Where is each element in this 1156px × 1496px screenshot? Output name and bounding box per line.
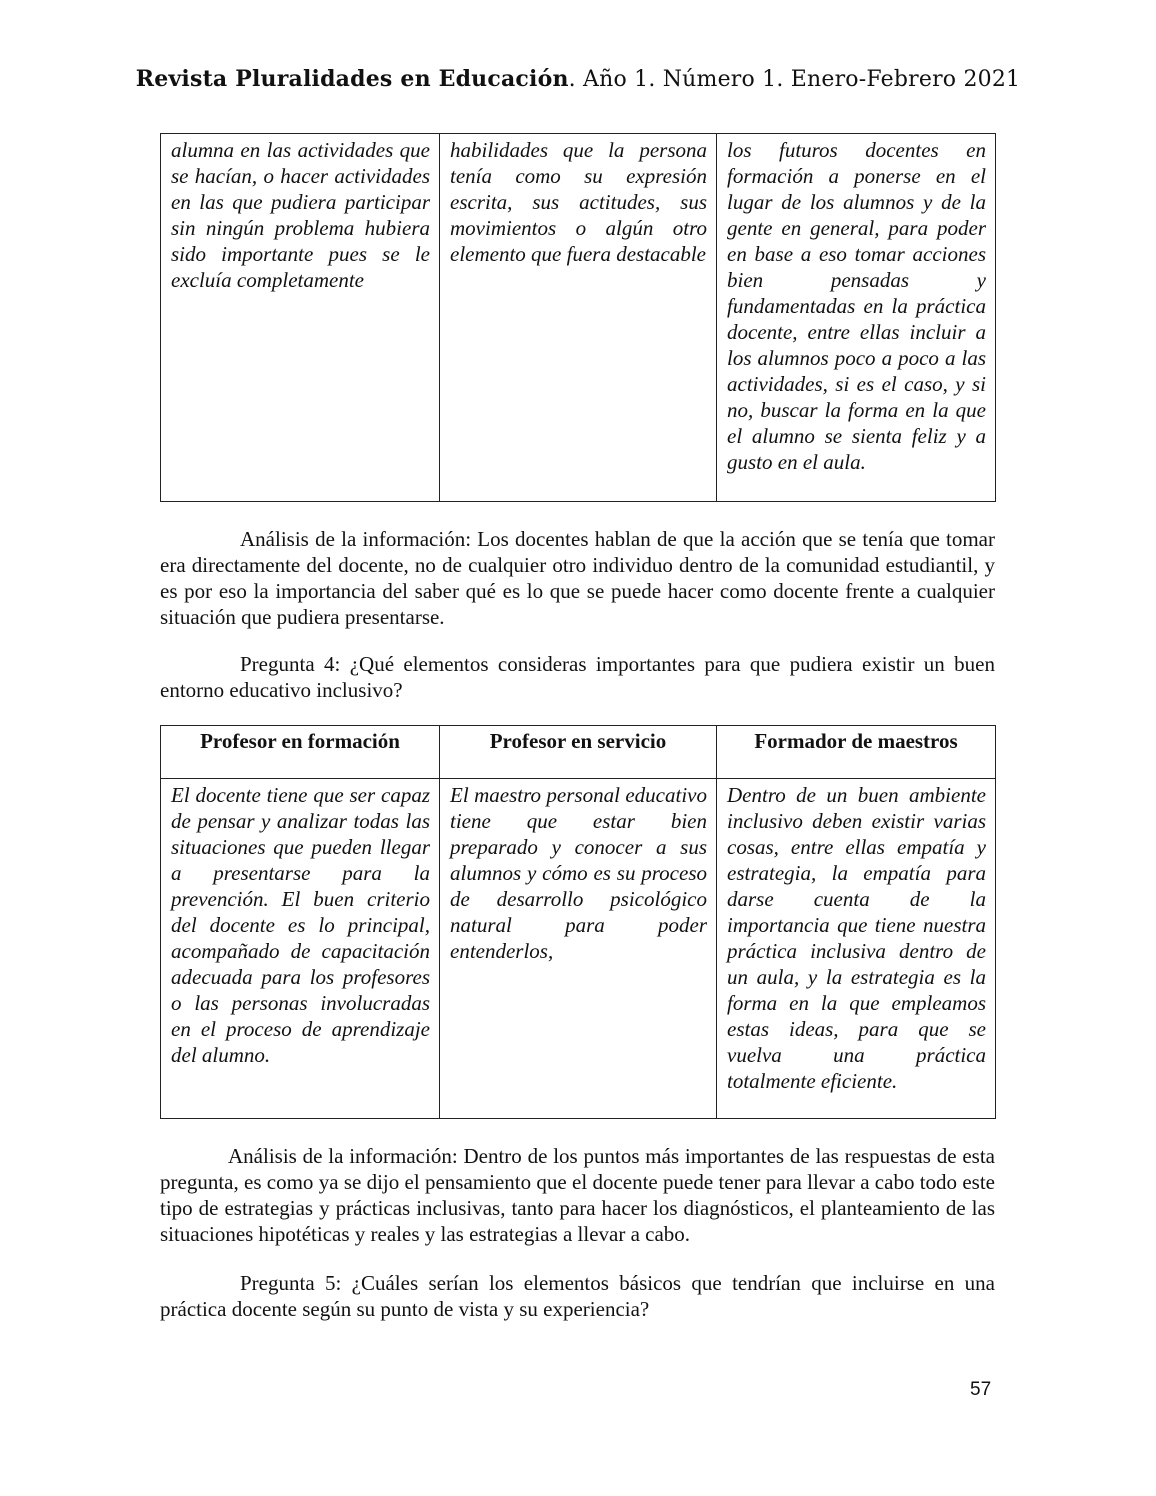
table-cell-teacher-in-training: alumna en las actividades que se hacían, o hacer actividades en las que pudiera participar sin ningún problema hubiera sido importante pues se le excluía completamente xyxy=(161,134,440,502)
analysis-paragraph-2: Análisis de la información: Dentro de los puntos más importantes de las respuestas de esta pregunta, es como ya se dijo el pensamiento que el docente puede tener para llevar a cabo todo este tipo de estrategias y prácticas inclusivas, tanto para hacer los diagnósticos, el planteamiento de las situaciones hipotéticas y reales y las estrategias a llevar a cabo. xyxy=(160,1144,995,1246)
table-row xyxy=(161,134,996,502)
table-cell-teacher-in-service: habilidades que la persona tenía como su expresión escrita, sus actitudes, sus movimientos o algún otro elemento que fuera destacable xyxy=(440,134,717,502)
analysis-paragraph-1: Análisis de la información: Los docentes hablan de que la acción que se tenía que tomar era directamente del docente, no de cualquier otro individuo dentro de la comunidad estudiantil, y es por eso la importancia del saber qué es lo que se puede hacer como docente frente a cualquier situación que pudiera presentarse. xyxy=(160,527,995,629)
table-cell-teacher-trainer: Dentro de un buen ambiente inclusivo deben existir varias cosas, entre ellas empatía y estrategia, la empatía para darse cuenta de la importancia que tiene nuestra práctica inclusiva dentro de un aula, y la estrategia es la forma en la que empleamos estas ideas, para que se vuelva una práctica totalmente eficiente. xyxy=(717,779,996,1119)
journal-title: Revista Pluralidades en Educación xyxy=(135,66,569,92)
continued-responses-table xyxy=(160,133,996,502)
question-4-paragraph: Pregunta 4: ¿Qué elementos consideras importantes para que pudiera existir un buen entorno educativo inclusivo? xyxy=(160,652,995,702)
table-cell-teacher-in-training: El docente tiene que ser capaz de pensar y analizar todas las situaciones que pueden llegar a presentarse para la prevención. El buen criterio del docente es lo principal, acompañado de capacitación adecuada para los profesores o las personas involucradas en el proceso de aprendizaje del alumno. xyxy=(161,779,440,1119)
table-cell-teacher-in-service: El maestro personal educativo tiene que estar bien preparado y conocer a sus alumnos y cómo es su proceso de desarrollo psicológico natural para poder entenderlos, xyxy=(440,779,717,1119)
column-header-teacher-trainer: Formador de maestros xyxy=(717,726,996,779)
page-number: 57 xyxy=(970,1379,992,1400)
table-header-row xyxy=(161,726,996,779)
question-5-paragraph: Pregunta 5: ¿Cuáles serían los elementos básicos que tendrían que incluirse en una práctica docente según su punto de vista y su experiencia? xyxy=(160,1271,995,1321)
table-cell-teacher-trainer: los futuros docentes en formación a ponerse en el lugar de los alumnos y de la gente en general, para poder en base a eso tomar acciones bien pensadas y fundamentadas en la práctica docente, entre ellas incluir a los alumnos poco a poco a las actividades, si es el caso, y si no, buscar la forma en la que el alumno se sienta feliz y a gusto en el aula. xyxy=(717,134,996,502)
column-header-teacher-in-training: Profesor en formación xyxy=(161,726,440,779)
table-row xyxy=(161,779,996,1119)
running-header xyxy=(0,66,1156,92)
column-header-teacher-in-service: Profesor en servicio xyxy=(440,726,717,779)
question-4-responses-table xyxy=(160,725,996,1119)
issue-info: . Año 1. Número 1. Enero-Febrero 2021 xyxy=(568,67,1021,92)
